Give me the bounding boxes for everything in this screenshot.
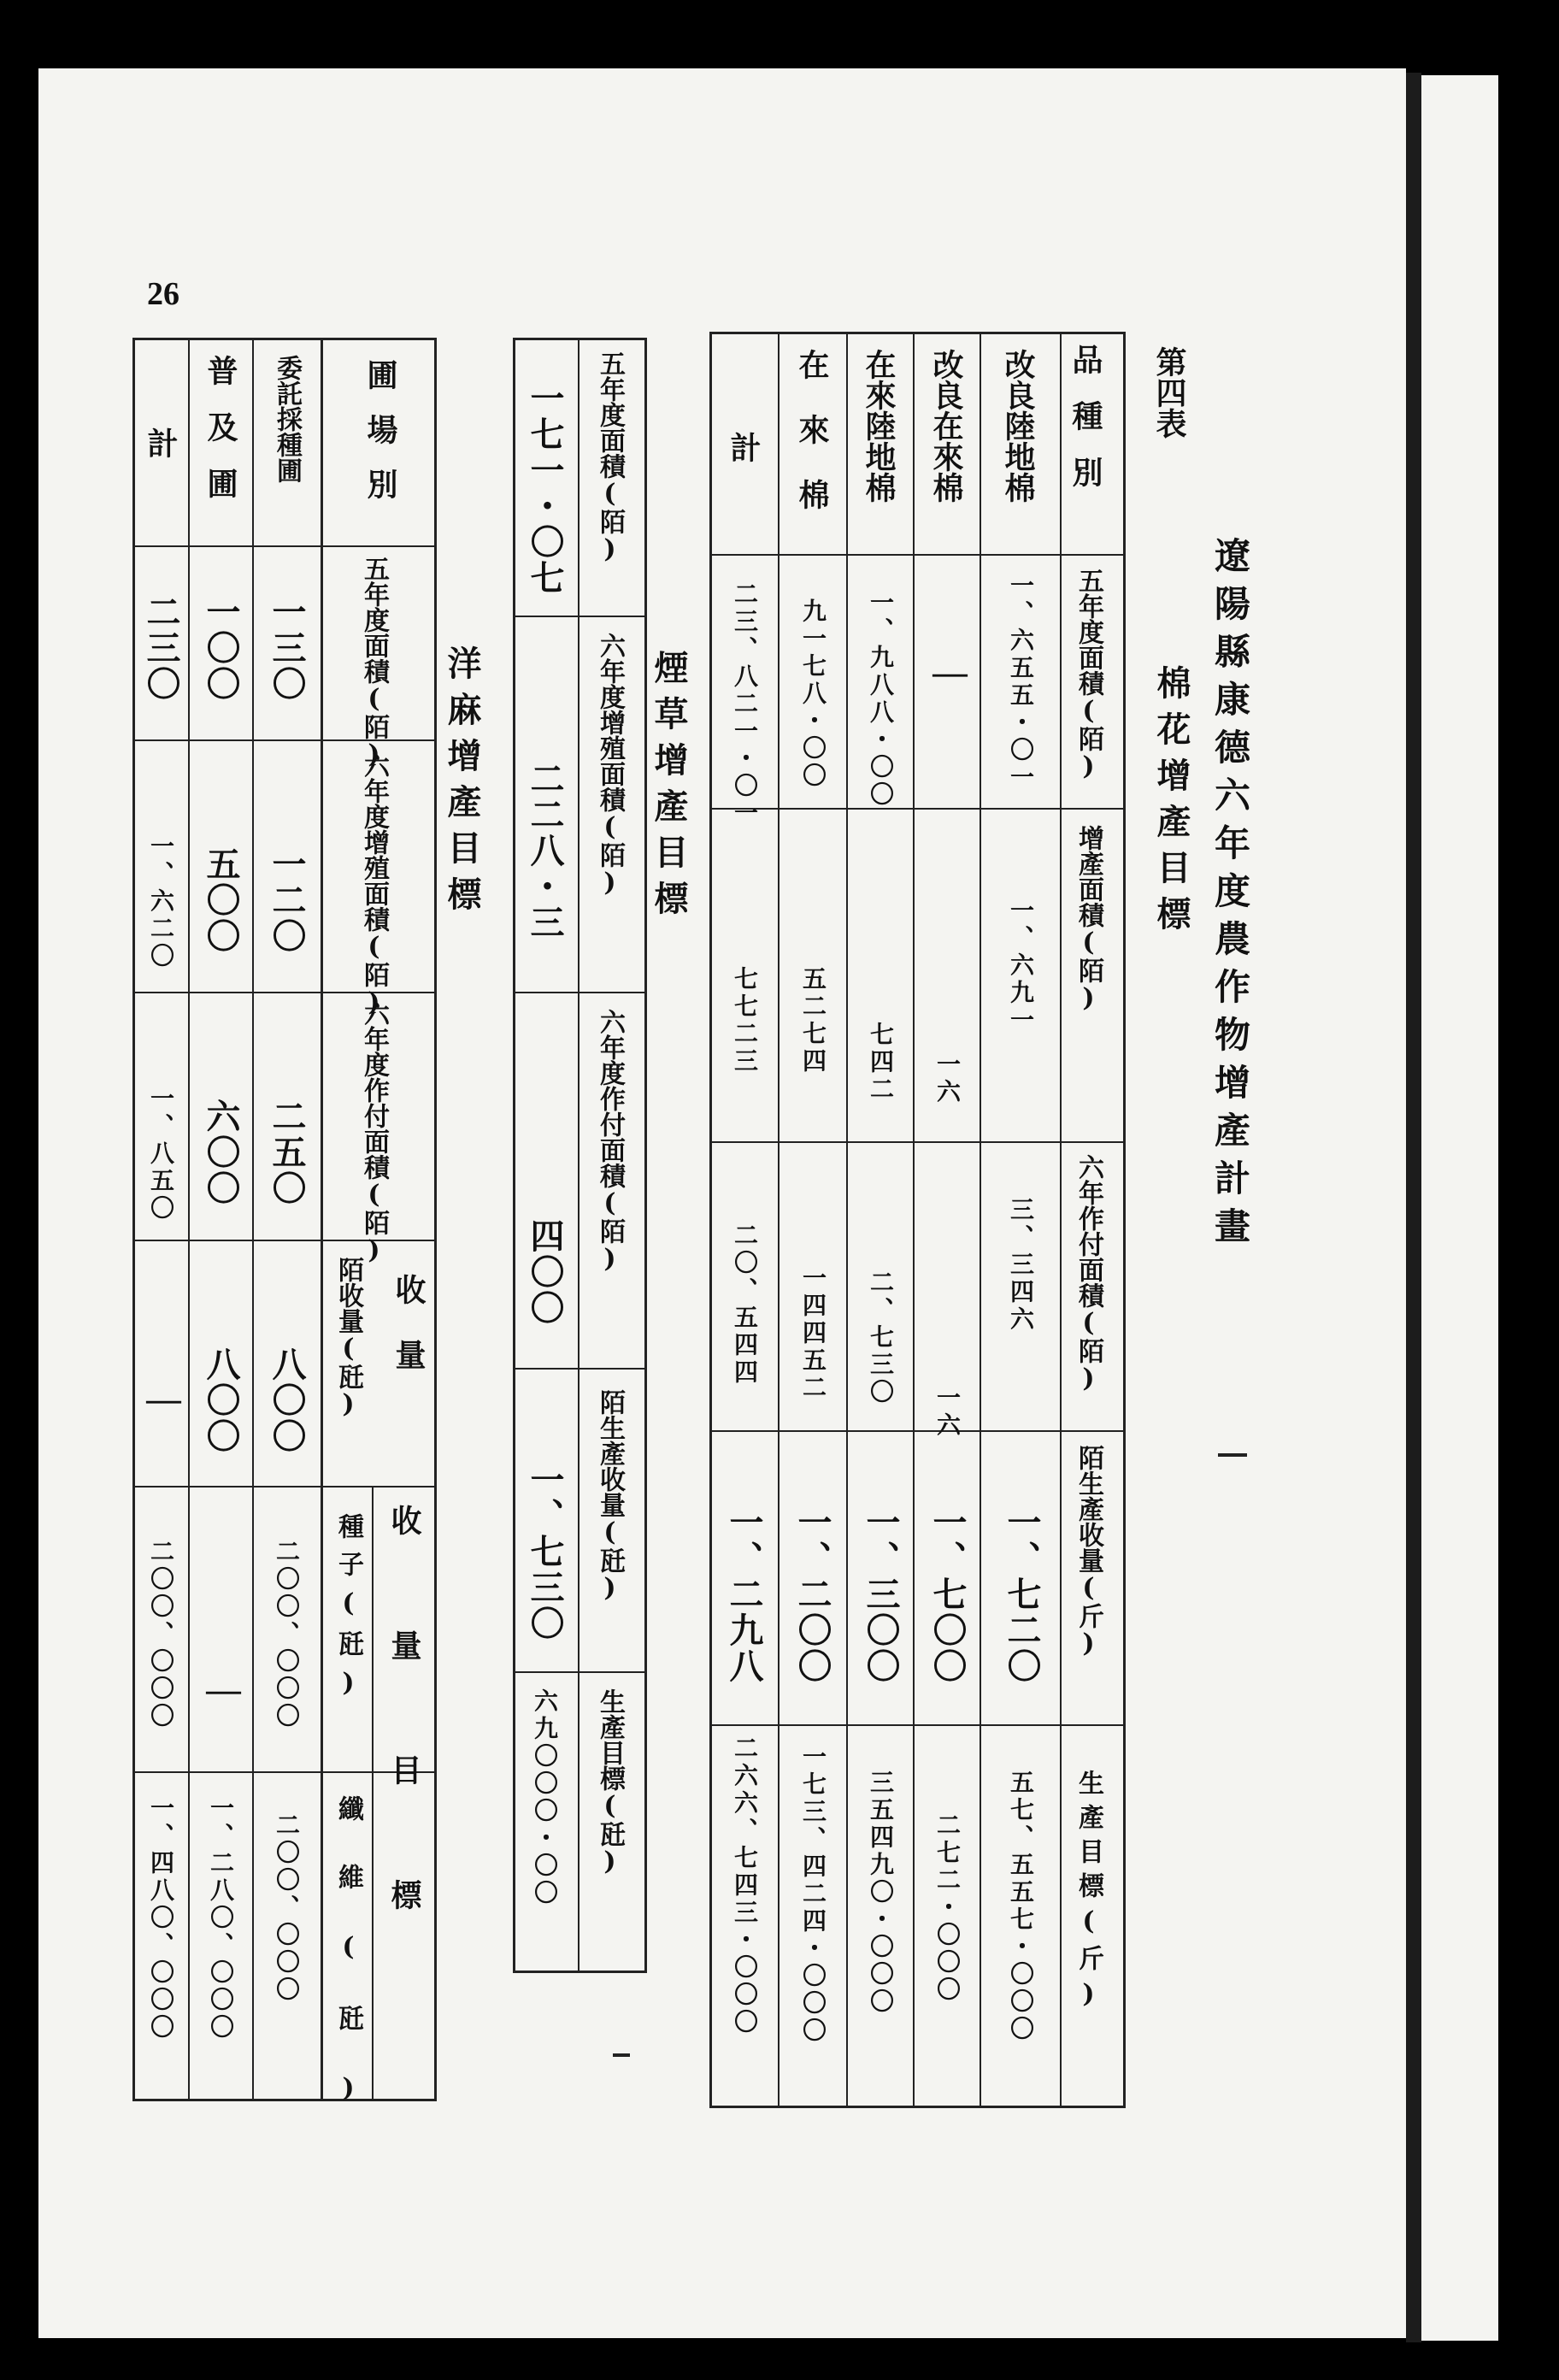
cotton-cell: 三、三四六 xyxy=(1007,1197,1035,1334)
hemp-subtitle: 洋麻增產目標 xyxy=(442,645,482,922)
hemp-header: 纖維(瓩) xyxy=(333,1795,363,2146)
hemp-cell: 二三〇 xyxy=(141,594,181,702)
hemp-header: 六年度作付面積(陌) xyxy=(359,1000,389,1265)
cotton-cell: 一四四五二 xyxy=(799,1265,827,1402)
hemp-cell: 一三〇 xyxy=(267,594,307,702)
cotton-row-name: 在來陸地棉 xyxy=(861,349,897,503)
cotton-cell: 一六 xyxy=(933,1052,962,1106)
cotton-cell: 一、二〇〇 xyxy=(792,1505,832,1684)
tobacco-header: 陌生產收量(瓩) xyxy=(595,1389,625,1603)
cotton-cell: 一、六五五・〇一 xyxy=(1007,573,1035,792)
cotton-cell: 一、六九一 xyxy=(1007,898,1035,1034)
cotton-row-name: 計 xyxy=(726,432,762,462)
next-page-edge xyxy=(1421,75,1498,2341)
cotton-subtitle: 棉花增產目標 xyxy=(1151,665,1191,942)
cotton-cell: 五七、五五七・〇〇〇 xyxy=(1007,1770,1035,2043)
tobacco-cell: 六九〇〇〇・〇〇 xyxy=(531,1688,559,1907)
cotton-header: 陌生產收量(斤) xyxy=(1074,1445,1103,1658)
book-spine-edge xyxy=(1406,73,1421,2342)
hemp-cell: 二〇〇、〇〇〇 xyxy=(273,1539,301,1730)
cotton-row-name: 在來棉 xyxy=(794,349,830,544)
page-number: 26 xyxy=(147,276,179,312)
tobacco-cell: 四〇〇 xyxy=(525,1218,565,1326)
cotton-cell: 三五四九〇・〇〇〇 xyxy=(867,1770,895,2016)
hemp-cell: 一〇〇 xyxy=(201,594,241,702)
cotton-cell: 五二七四 xyxy=(799,966,827,1075)
title-dash xyxy=(1218,1453,1247,1457)
tobacco-subtitle: 煙草增產目標 xyxy=(649,650,689,927)
cotton-cell: 二六六、七四三・〇〇〇 xyxy=(731,1735,759,2036)
hemp-cell: 二五〇 xyxy=(267,1099,307,1206)
cotton-row-name: 改良陸地棉 xyxy=(1000,349,1036,503)
cotton-header: 六年作付面積(陌) xyxy=(1074,1154,1103,1393)
scanned-page xyxy=(38,68,1406,2338)
cotton-cell: 二、七三〇 xyxy=(867,1270,895,1406)
tobacco-header: 六年度作付面積(陌) xyxy=(595,1009,625,1274)
tobacco-cell: 二二八・三 xyxy=(525,761,565,940)
cotton-header: 五年度面積(陌) xyxy=(1074,568,1103,781)
hemp-header: 種子(瓩) xyxy=(333,1513,363,1710)
tobacco-header: 六年度增殖面積(陌) xyxy=(595,633,625,898)
tobacco-header: 生產目標(瓩) xyxy=(595,1688,625,1876)
cotton-cell: ｜ xyxy=(927,658,968,694)
main-title: 遼陽縣康德六年度農作物增產計畫 xyxy=(1209,537,1251,1255)
cotton-cell: 一、九八八・〇〇 xyxy=(867,590,895,809)
cotton-cell: 一七三、四二四・〇〇〇 xyxy=(799,1744,827,2045)
hemp-cell: 六〇〇 xyxy=(201,1099,241,1206)
hemp-header: 收量 xyxy=(391,1274,427,1404)
cotton-header: 品種別 xyxy=(1068,344,1103,513)
hemp-cell: 一、二八〇、〇〇〇 xyxy=(207,1795,235,2041)
cotton-cell: 二三、八二一・〇一 xyxy=(731,581,759,828)
hemp-header: 陌收量(瓩) xyxy=(333,1257,363,1419)
hemp-cell: 二〇〇、〇〇〇 xyxy=(273,1812,301,2004)
cotton-cell: 二七二・〇〇〇 xyxy=(933,1812,962,2004)
hemp-row-name: 委託採種圃 xyxy=(272,355,302,483)
hemp-cell: 一二〇 xyxy=(267,846,307,954)
tobacco-cell: 一、七三〇 xyxy=(525,1462,565,1641)
cotton-header: 生產目標(斤) xyxy=(1074,1770,1103,2018)
cotton-cell: 二〇、五四四 xyxy=(731,1222,759,1387)
hemp-header: 五年度面積(陌) xyxy=(359,556,389,769)
hemp-header: 收量目標 xyxy=(386,1505,422,2004)
cotton-header: 增產面積(陌) xyxy=(1074,825,1103,1013)
cotton-cell: 一、七〇〇 xyxy=(927,1505,968,1684)
hemp-header: 六年度增殖面積(陌) xyxy=(359,752,389,1017)
tobacco-header: 五年度面積(陌) xyxy=(595,351,625,564)
hemp-cell: 一、六二〇 xyxy=(147,834,175,970)
hemp-cell: ｜ xyxy=(201,1676,241,1711)
hemp-cell: 一、四八〇、〇〇〇 xyxy=(147,1795,175,2041)
cotton-cell: 一、三〇〇 xyxy=(861,1505,901,1684)
hemp-cell: ｜ xyxy=(141,1385,181,1421)
hemp-header: 圃場別 xyxy=(362,359,398,523)
hemp-cell: 八〇〇 xyxy=(201,1346,241,1454)
hemp-cell: 一、八五〇 xyxy=(147,1086,175,1222)
cotton-cell: 一、七二〇 xyxy=(1002,1505,1042,1684)
cotton-table-label: 第四表 xyxy=(1151,346,1187,439)
cotton-cell: 一、二九八 xyxy=(724,1505,764,1684)
cotton-cell: 九一七八・〇〇 xyxy=(799,598,827,790)
cotton-row-name: 改良在來棉 xyxy=(928,349,964,503)
tobacco-cell: 一七一・〇七 xyxy=(525,380,565,596)
cotton-cell: 七七二三 xyxy=(731,966,759,1075)
dash-mark xyxy=(613,2053,630,2057)
hemp-row-name: 計 xyxy=(143,427,179,458)
hemp-cell: 二〇〇、〇〇〇 xyxy=(147,1539,175,1730)
hemp-cell: 八〇〇 xyxy=(267,1346,307,1454)
cotton-cell: 一六 xyxy=(933,1385,962,1440)
hemp-cell: 五〇〇 xyxy=(201,846,241,954)
hemp-row-name: 普及圃 xyxy=(203,355,238,524)
cotton-cell: 七四二 xyxy=(867,1022,895,1104)
